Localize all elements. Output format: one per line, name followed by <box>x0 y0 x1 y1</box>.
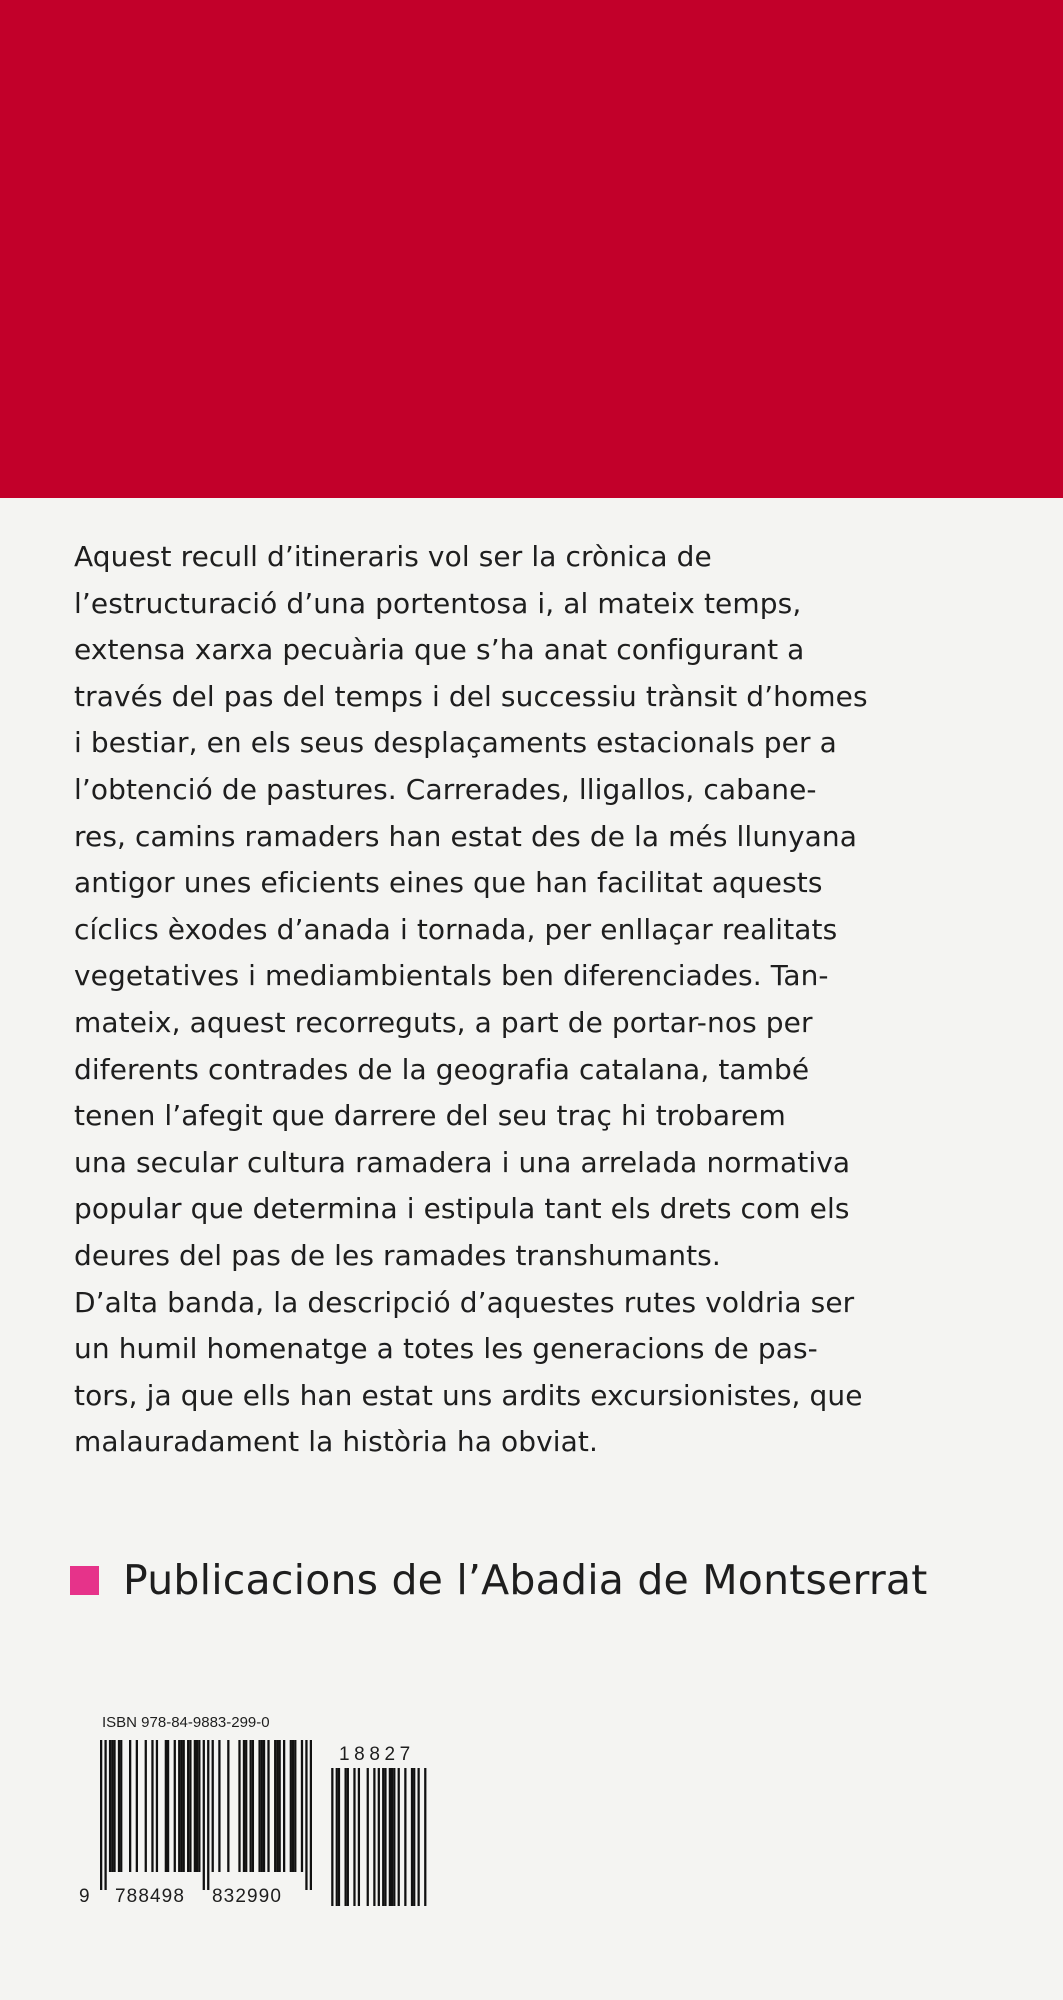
barcode-bar <box>145 1740 147 1872</box>
barcode-bar <box>261 1740 263 1872</box>
barcode-bar <box>194 1740 196 1872</box>
barcode-bar <box>391 1768 393 1906</box>
barcode-bar <box>207 1740 209 1890</box>
barcode-bar <box>267 1740 269 1872</box>
barcode-bar <box>301 1740 303 1872</box>
barcode-bar <box>344 1768 346 1906</box>
barcode-bar <box>183 1740 185 1872</box>
blurb-line: una secular cultura ramadera i una arrelada normativa <box>74 1145 851 1179</box>
barcode-bar <box>263 1740 265 1872</box>
barcode-bar <box>156 1740 158 1872</box>
barcode-bar <box>373 1768 375 1906</box>
barcode-bar <box>118 1740 120 1872</box>
addon-barcode <box>329 1768 433 1906</box>
barcode-bar <box>238 1740 240 1872</box>
barcode-bar <box>129 1740 131 1872</box>
barcode-bar <box>245 1740 247 1872</box>
barcode-bar <box>243 1740 245 1872</box>
barcode-bar <box>252 1740 254 1872</box>
barcode-bar <box>258 1740 260 1872</box>
barcode-bar <box>283 1740 285 1872</box>
barcode-first-digit: 9 <box>79 1886 90 1907</box>
addon-digits: 18827 <box>339 1744 415 1765</box>
barcode-right-digits: 832990 <box>212 1886 283 1907</box>
barcode-bar <box>336 1768 338 1906</box>
barcode-bar <box>358 1768 360 1906</box>
isbn-label: ISBN 978-84-9883-299-0 <box>102 1714 270 1731</box>
barcode-bar <box>180 1740 182 1872</box>
barcode-bar <box>120 1740 122 1872</box>
barcode-bar <box>393 1768 395 1906</box>
blurb-line: tenen l’afegit que darrere del seu traç hi trobarem <box>74 1099 786 1133</box>
barcode-bar <box>276 1740 278 1872</box>
barcode-bar <box>279 1740 281 1872</box>
barcode-bar <box>292 1740 294 1872</box>
barcode-bar <box>305 1740 307 1890</box>
blurb-line: popular que determina i estipula tant els drets com els <box>74 1192 850 1226</box>
blurb-line: extensa xarxa pecuària que s’ha anat configurant a <box>74 633 805 667</box>
blurb-line: cíclics èxodes d’anada i tornada, per enllaçar realitats <box>74 912 838 946</box>
barcode-bar <box>167 1740 169 1872</box>
barcode-bar <box>218 1740 220 1872</box>
blurb-line: Aquest recull d’itineraris vol ser la crònica de <box>74 540 712 573</box>
blurb-line: l’obtenció de pastures. Carrerades, lligallos, cabane- <box>74 772 817 806</box>
blurb-line: un humil homenatge a totes les generacions de pas- <box>74 1332 818 1366</box>
barcode-bar <box>331 1768 333 1906</box>
blurb-line: malauradament la història ha obviat. <box>74 1425 598 1459</box>
blurb-line: i bestiar, en els seus desplaçaments estacionals per a <box>74 726 837 760</box>
barcode-bar <box>353 1768 355 1906</box>
barcode-bar <box>187 1740 189 1872</box>
barcode-bar <box>136 1740 138 1872</box>
barcode-bar <box>347 1768 349 1906</box>
publisher-square-icon <box>70 1566 99 1595</box>
blurb-line: vegetatives i mediambientals ben diferenciades. Tan- <box>74 959 829 993</box>
barcode-bar <box>196 1740 198 1872</box>
barcode-bar <box>310 1740 312 1890</box>
blurb-line: antigor unes eficients eines que han facilitat aquests <box>74 866 823 900</box>
barcode-bar <box>424 1768 426 1906</box>
barcode-bar <box>203 1740 205 1890</box>
barcode-bar <box>411 1768 413 1906</box>
barcode-bar <box>382 1768 384 1906</box>
blurb-line: diferents contrades de la geografia catalana, també <box>74 1052 810 1086</box>
barcode-bar <box>227 1740 229 1872</box>
barcode-bar <box>250 1740 252 1872</box>
barcode-bar <box>109 1740 111 1872</box>
barcode-bar <box>404 1768 406 1906</box>
blurb-line: través del pas del temps i del successiu trànsit d’homes <box>74 679 868 713</box>
barcode-bar <box>189 1740 191 1872</box>
blurb-line: tors, ja que ells han estat uns ardits excursionistes, que <box>74 1378 863 1412</box>
blurb-line: l’estructuració d’una portentosa i, al mateix temps, <box>74 586 802 620</box>
barcode-bar <box>389 1768 391 1906</box>
barcode-left-digits: 788498 <box>115 1886 186 1907</box>
publisher-imprint <box>70 1556 928 1604</box>
barcode-bar <box>178 1740 180 1872</box>
barcode-bar <box>100 1740 102 1890</box>
cover-color-band <box>0 0 1063 498</box>
barcode-bar <box>113 1740 115 1872</box>
back-cover-blurb <box>74 534 974 1466</box>
barcode-bar <box>212 1740 214 1872</box>
barcode-bar <box>378 1768 380 1906</box>
barcode-bar <box>274 1740 276 1872</box>
blurb-line: deures del pas de les ramades transhumants. <box>74 1238 721 1272</box>
barcode-bar <box>151 1740 153 1872</box>
barcode-bar <box>174 1740 176 1872</box>
barcode-bar <box>413 1768 415 1906</box>
barcode-bar <box>104 1740 106 1890</box>
barcode-bar <box>384 1768 386 1906</box>
ean13-barcode <box>100 1740 312 1890</box>
barcode-bar <box>398 1768 400 1906</box>
barcode-bar <box>198 1740 200 1872</box>
barcode-bar <box>367 1768 369 1906</box>
blurb-line: D’alta banda, la descripció d’aquestes rutes voldria ser <box>74 1285 855 1319</box>
barcode-bar <box>338 1768 340 1906</box>
publisher-name: Publicacions de l’Abadia de Montserrat <box>123 1556 928 1604</box>
barcode-bar <box>111 1740 113 1872</box>
blurb-line: res, camins ramaders han estat des de la més llunyana <box>74 819 858 853</box>
barcode-bar <box>290 1740 292 1872</box>
barcode-bar <box>418 1768 420 1906</box>
blurb-line: mateix, aquest recorreguts, a part de portar-nos per <box>74 1005 813 1039</box>
barcode-bar <box>294 1740 296 1872</box>
barcode-bar <box>165 1740 167 1872</box>
